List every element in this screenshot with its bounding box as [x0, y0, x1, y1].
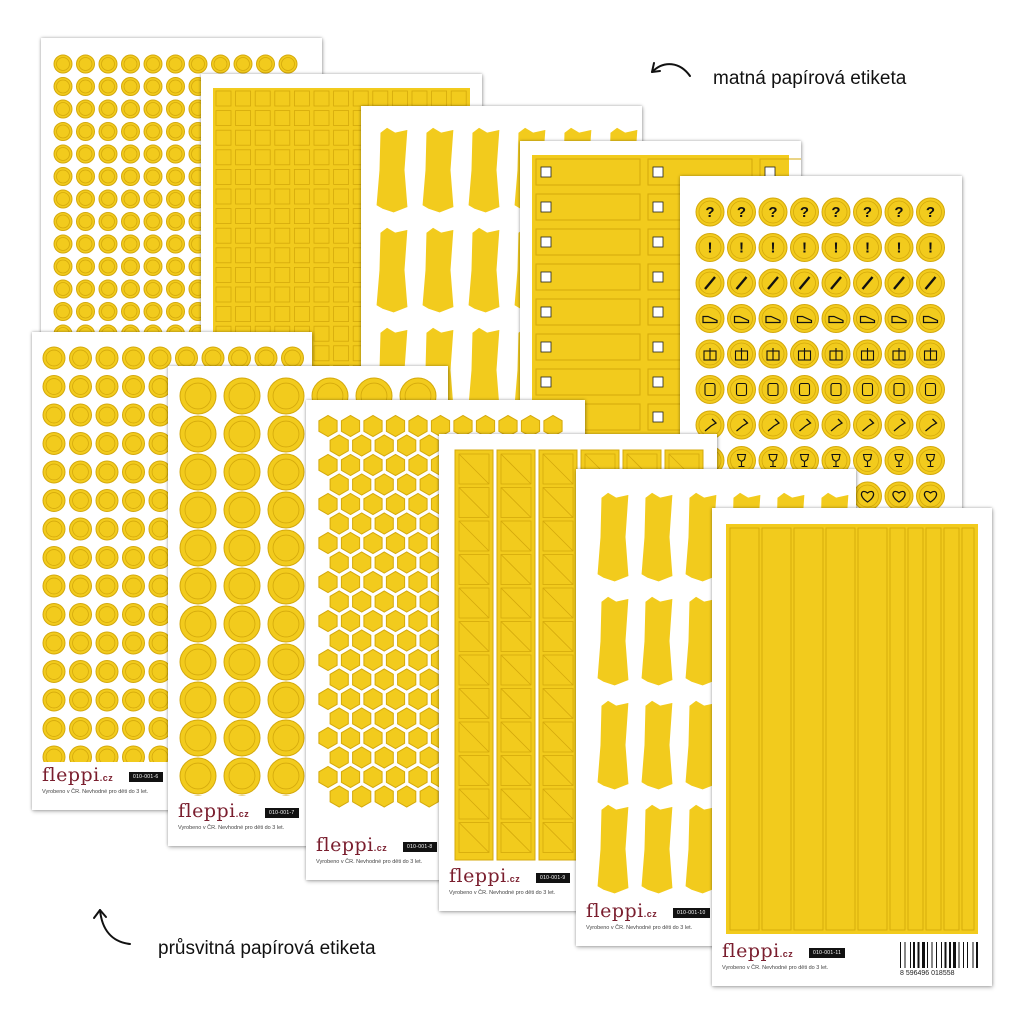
- sticker-hexagon: [398, 513, 416, 534]
- disclaimer: Vyrobeno v ČR. Nevhodné pro děti do 3 let.: [42, 789, 149, 795]
- sticker-hexagon: [353, 786, 371, 807]
- sticker-hexagon: [353, 708, 371, 729]
- sticker-hexagon: [398, 435, 416, 456]
- barcode-bar: [913, 942, 915, 968]
- sticker-icon-circle: [854, 482, 882, 510]
- sticker-hexagon: [420, 591, 438, 612]
- sticker-hexagon: [341, 416, 359, 437]
- sticker-hexagon: [386, 611, 404, 632]
- sticker-hexagon: [386, 650, 404, 671]
- barcode-bar: [922, 942, 925, 968]
- product-code: 010-001-11: [809, 948, 845, 958]
- sticker-glyph: !: [802, 239, 807, 257]
- sticker-brush: [640, 491, 674, 583]
- sticker-brush: [467, 126, 501, 214]
- sticker-hexagon: [375, 747, 393, 768]
- sticker-hexagon: [319, 728, 337, 749]
- sticker-icon-circle: [791, 411, 819, 439]
- sticker-hexagon: [386, 572, 404, 593]
- checkbox-box: [653, 377, 663, 387]
- sticker-hexagon: [386, 767, 404, 788]
- sticker-icon-circle: [822, 411, 850, 439]
- checkbox-box: [653, 412, 663, 422]
- barcode-bar: [973, 942, 974, 968]
- sticker-hexagon: [398, 474, 416, 495]
- sticker-hexagon: [386, 416, 404, 437]
- sticker-icon-circle: [885, 376, 913, 404]
- sticker-icon-circle: [885, 482, 913, 510]
- sticker-hexagon: [375, 552, 393, 573]
- sticker-hexagon: [398, 630, 416, 651]
- barcode-bar: [905, 942, 906, 968]
- checkbox-box: [653, 272, 663, 282]
- sticker-hexagon: [375, 630, 393, 651]
- sticker-brush: [375, 226, 409, 314]
- sticker-hexagon: [330, 513, 348, 534]
- sticker-icon-circle: [822, 305, 850, 333]
- sticker-hexagon: [353, 747, 371, 768]
- product-code: 010-001-9: [536, 873, 570, 883]
- sticker-hexagon: [398, 591, 416, 612]
- brand-logo: fleppi.cz: [42, 764, 114, 786]
- sticker-hexagon: [420, 435, 438, 456]
- sticker-glyph: !: [896, 239, 902, 257]
- disclaimer: Vyrobeno v ČR. Nevhodné pro děti do 3 let.: [722, 965, 829, 971]
- barcode-bar: [945, 942, 947, 968]
- sticker-brush: [467, 226, 501, 314]
- sticker-glyph: ?: [705, 204, 715, 221]
- barcode-bar: [918, 942, 920, 968]
- sticker-brush: [640, 699, 674, 791]
- barcode-bar: [959, 942, 960, 968]
- sticker-hexagon: [386, 689, 404, 710]
- sticker-icon-circle: [854, 447, 882, 475]
- sticker-hexagon: [409, 572, 427, 593]
- disclaimer: Vyrobeno v ČR. Nevhodné pro děti do 3 let.: [449, 890, 556, 896]
- sticker-glyph: !: [928, 239, 933, 257]
- sticker-hexagon: [319, 455, 337, 476]
- sticker-hexagon: [386, 494, 404, 515]
- sticker-hexagon: [353, 513, 371, 534]
- sticker-hexagon: [341, 455, 359, 476]
- barcode-bar: [963, 942, 964, 968]
- sticker-glyph: !: [770, 239, 776, 257]
- sticker-hexagon: [330, 435, 348, 456]
- sticker-icon-circle: [854, 305, 882, 333]
- sticker-icon-circle: [696, 376, 724, 404]
- barcode-bar: [976, 942, 978, 968]
- disclaimer: Vyrobeno v ČR. Nevhodné pro děti do 3 let.: [586, 925, 693, 931]
- sticker-hexagon: [353, 552, 371, 573]
- sticker-hexagon: [319, 416, 337, 437]
- sticker-brush: [640, 595, 674, 687]
- matte-label: matná papírová etiketa: [713, 68, 907, 89]
- sticker-hexagon: [364, 611, 382, 632]
- disclaimer: Vyrobeno v ČR. Nevhodné pro děti do 3 let.: [178, 825, 285, 831]
- sticker-hexagon: [386, 728, 404, 749]
- sticker-brush: [596, 803, 630, 895]
- sticker-hexagon: [341, 611, 359, 632]
- sticker-icon-circle: [917, 482, 945, 510]
- sticker-hexagon: [319, 650, 337, 671]
- sticker-hexagon: [364, 416, 382, 437]
- sticker-icon-circle: [759, 305, 787, 333]
- sticker-glyph: ?: [831, 204, 841, 221]
- sticker-hexagon: [341, 533, 359, 554]
- sticker-hexagon: [319, 689, 337, 710]
- checkbox-box: [653, 342, 663, 352]
- sticker-hexagon: [386, 455, 404, 476]
- sticker-hexagon: [398, 669, 416, 690]
- sticker-icon-circle: [917, 305, 945, 333]
- transparent-label: průsvitná papírová etiketa: [158, 938, 376, 959]
- sticker-hexagon: [409, 416, 427, 437]
- sticker-glyph: ?: [768, 204, 778, 221]
- sticker-hexagon: [409, 689, 427, 710]
- sticker-hexagon: [319, 533, 337, 554]
- sticker-icon-circle: [917, 411, 945, 439]
- sticker-hexagon: [341, 650, 359, 671]
- sticker-grid: [712, 508, 992, 938]
- sticker-hexagon: [319, 767, 337, 788]
- sticker-brush: [421, 126, 455, 214]
- sticker-hexagon: [364, 650, 382, 671]
- sticker-hexagon: [398, 747, 416, 768]
- brand-logo: fleppi.cz: [586, 900, 658, 922]
- sticker-brush: [596, 491, 630, 583]
- brand-logo: fleppi.cz: [178, 800, 250, 822]
- sticker-hexagon: [319, 611, 337, 632]
- sticker-hexagon: [364, 767, 382, 788]
- sticker-hexagon: [420, 747, 438, 768]
- sticker-icon-circle: [728, 376, 756, 404]
- sticker-hexagon: [330, 747, 348, 768]
- sheet-strips: [712, 508, 992, 986]
- sticker-hexagon: [330, 708, 348, 729]
- sticker-grid: [680, 176, 962, 516]
- sticker-hexagon: [409, 455, 427, 476]
- sticker-hexagon: [409, 611, 427, 632]
- checkbox-box: [653, 307, 663, 317]
- sticker-brush: [375, 126, 409, 214]
- sticker-icon-circle: [885, 447, 913, 475]
- sticker-hexagon: [353, 474, 371, 495]
- sticker-hexagon: [398, 552, 416, 573]
- barcode-bar: [936, 942, 937, 968]
- sticker-icon-circle: [885, 411, 913, 439]
- sticker-hexagon: [375, 513, 393, 534]
- sticker-hexagon: [364, 533, 382, 554]
- sticker-hexagon: [319, 572, 337, 593]
- disclaimer: Vyrobeno v ČR. Nevhodné pro děti do 3 let.: [316, 859, 423, 865]
- sticker-hexagon: [375, 669, 393, 690]
- sticker-hexagon: [341, 728, 359, 749]
- checkbox-box: [541, 307, 551, 317]
- sticker-hexagon: [353, 669, 371, 690]
- product-code: 010-001-8: [403, 842, 437, 852]
- sticker-hexagon: [353, 591, 371, 612]
- sticker-icon-circle: [854, 376, 882, 404]
- sticker-hexagon: [341, 572, 359, 593]
- sticker-hexagon: [409, 494, 427, 515]
- sticker-icon-circle: [822, 376, 850, 404]
- sticker-glyph: !: [865, 239, 870, 257]
- sticker-icon-circle: [791, 376, 819, 404]
- sticker-hexagon: [330, 669, 348, 690]
- sheet-icon-circles: [680, 176, 962, 516]
- sticker-hexagon: [375, 435, 393, 456]
- checkbox-box: [541, 167, 551, 177]
- brand-logo: fleppi.cz: [316, 834, 388, 856]
- sticker-icon-circle: [917, 447, 945, 475]
- barcode-bar: [953, 942, 956, 968]
- sticker-hexagon: [319, 494, 337, 515]
- sticker-brush: [596, 699, 630, 791]
- sticker-glyph: !: [707, 239, 713, 257]
- sticker-hexagon: [420, 708, 438, 729]
- sticker-brush: [640, 803, 674, 895]
- brand-logo: fleppi.cz: [449, 865, 521, 887]
- sticker-hexagon: [375, 591, 393, 612]
- product-code: 010-001-7: [265, 808, 299, 818]
- sticker-icon-circle: [759, 376, 787, 404]
- sticker-glyph: !: [739, 239, 744, 257]
- checkbox-box: [541, 202, 551, 212]
- checkbox-box: [541, 272, 551, 282]
- product-code: 010-001-6: [129, 772, 163, 782]
- sticker-brush: [421, 226, 455, 314]
- checkbox-box: [653, 202, 663, 212]
- sticker-hexagon: [330, 552, 348, 573]
- checkbox-box: [541, 377, 551, 387]
- sticker-hexagon: [364, 689, 382, 710]
- sticker-hexagon: [341, 689, 359, 710]
- sticker-brush: [596, 595, 630, 687]
- sticker-hexagon: [330, 786, 348, 807]
- sticker-hexagon: [364, 455, 382, 476]
- sticker-hexagon: [330, 474, 348, 495]
- sticker-hexagon: [375, 708, 393, 729]
- barcode-bar: [941, 942, 942, 968]
- sticker-hexagon: [353, 435, 371, 456]
- sticker-icon-circle: [885, 305, 913, 333]
- sticker-glyph: ?: [894, 204, 904, 221]
- barcode-bar: [949, 942, 951, 968]
- arrow-to-transparent-icon: [90, 900, 140, 950]
- sticker-icon-circle: [696, 305, 724, 333]
- sticker-hexagon: [375, 786, 393, 807]
- sticker-hexagon: [409, 533, 427, 554]
- sticker-hexagon: [341, 494, 359, 515]
- sticker-icon-circle: [728, 305, 756, 333]
- sticker-glyph: ?: [862, 204, 873, 221]
- sticker-hexagon: [364, 728, 382, 749]
- arrow-to-matte-icon: [646, 58, 696, 88]
- barcode-number: 8 596496 018558: [900, 970, 955, 977]
- sticker-hexagon: [398, 786, 416, 807]
- sticker-icon-circle: [854, 411, 882, 439]
- barcode: [900, 942, 980, 968]
- sticker-hexagon: [375, 474, 393, 495]
- sticker-hexagon: [386, 533, 404, 554]
- sticker-icon-circle: [759, 411, 787, 439]
- sticker-icon-circle: [728, 411, 756, 439]
- sticker-hexagon: [409, 767, 427, 788]
- barcode-bar: [900, 942, 901, 968]
- sticker-hexagon: [398, 708, 416, 729]
- sticker-hexagon: [409, 728, 427, 749]
- checkbox-box: [653, 167, 663, 177]
- sticker-hexagon: [409, 650, 427, 671]
- sticker-hexagon: [420, 552, 438, 573]
- sticker-hexagon: [330, 591, 348, 612]
- sticker-hexagon: [420, 786, 438, 807]
- sticker-hexagon: [353, 630, 371, 651]
- sticker-hexagon: [364, 494, 382, 515]
- sticker-icon-circle: [917, 376, 945, 404]
- sticker-hexagon: [420, 669, 438, 690]
- sticker-icon-circle: [791, 305, 819, 333]
- sticker-glyph: ?: [736, 204, 747, 221]
- sticker-sheet-area: [726, 524, 978, 934]
- barcode-bar: [910, 942, 911, 968]
- barcode-bar: [927, 942, 928, 968]
- sticker-glyph: ?: [925, 204, 936, 221]
- sticker-glyph: ?: [799, 204, 810, 221]
- sticker-hexagon: [330, 630, 348, 651]
- barcode-bar: [967, 942, 968, 968]
- sticker-glyph: !: [833, 239, 839, 257]
- brand-logo: fleppi.cz: [722, 940, 794, 962]
- checkbox-box: [541, 342, 551, 352]
- barcode-bar: [932, 942, 933, 968]
- sticker-hexagon: [364, 572, 382, 593]
- sticker-hexagon: [341, 767, 359, 788]
- sheet-footer: [712, 936, 992, 986]
- sticker-hexagon: [420, 630, 438, 651]
- product-code: 010-001-10: [673, 908, 710, 918]
- checkbox-box: [541, 237, 551, 247]
- sticker-hexagon: [420, 513, 438, 534]
- checkbox-box: [653, 237, 663, 247]
- sticker-hexagon: [420, 474, 438, 495]
